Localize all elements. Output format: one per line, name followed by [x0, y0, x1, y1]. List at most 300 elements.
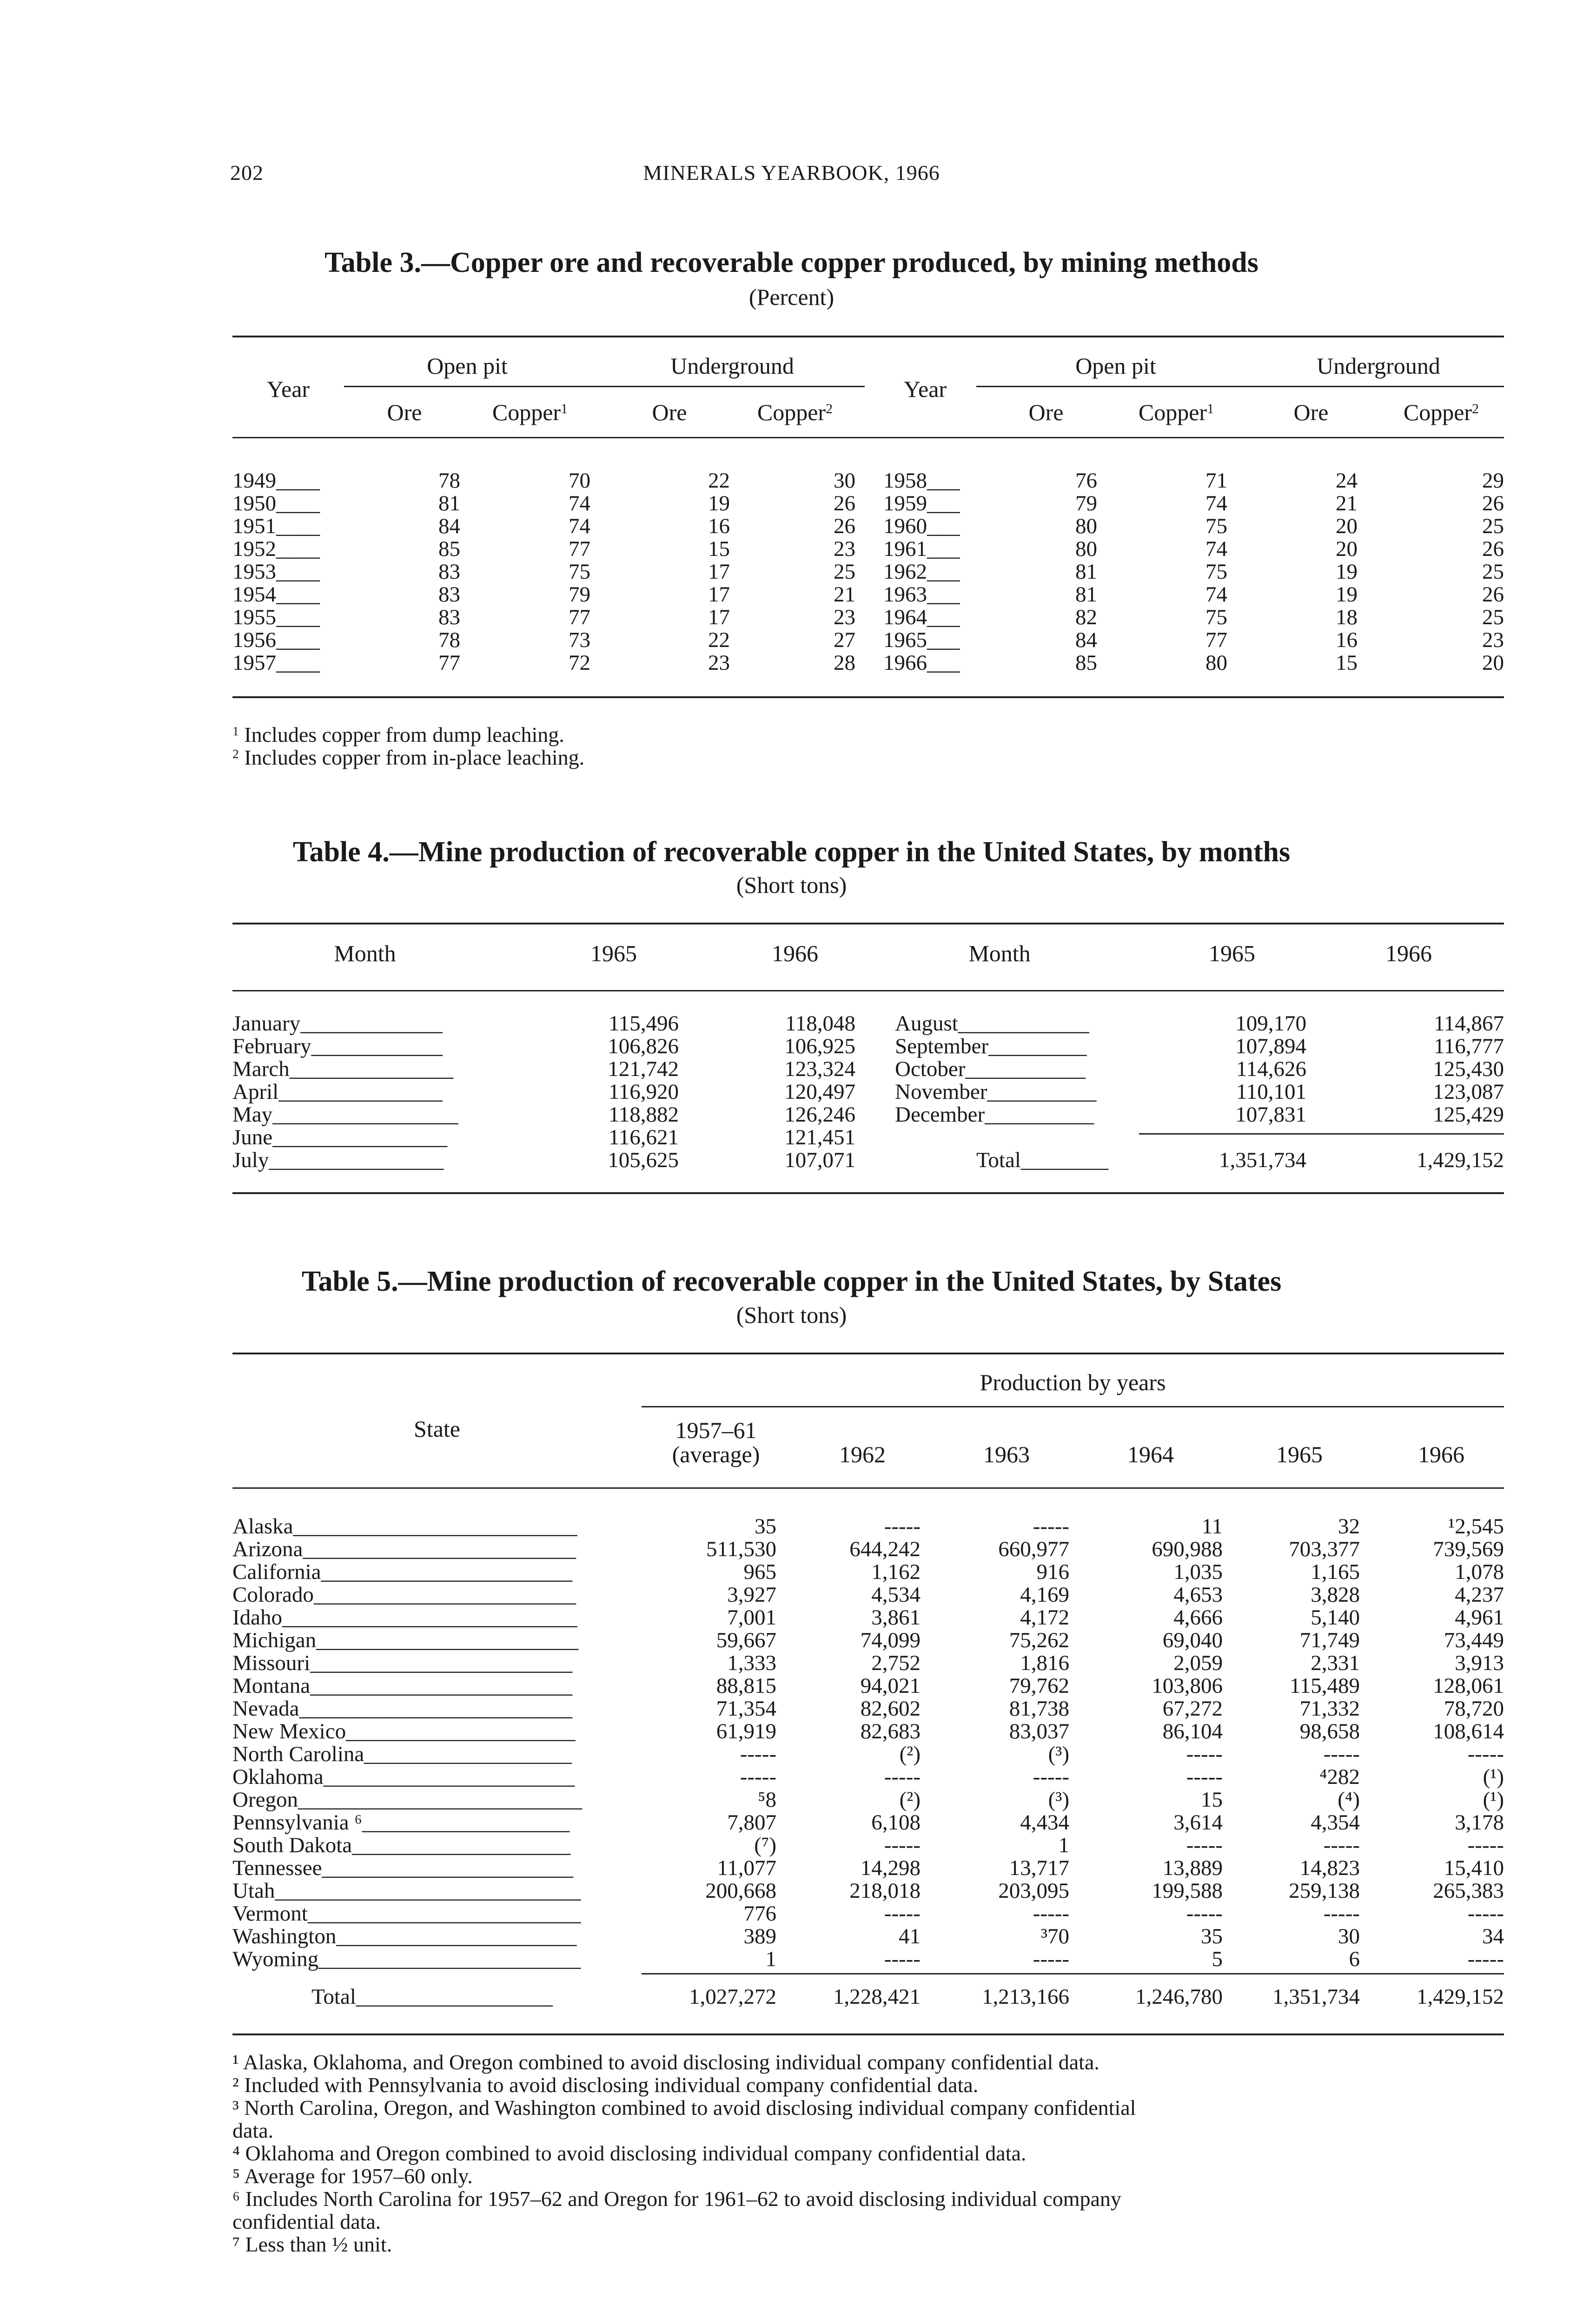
t4-1966-header-right: 1966	[1385, 940, 1432, 966]
t4-header-bottom-rule	[232, 990, 1504, 991]
table-cell: 1,035	[1173, 1560, 1223, 1584]
t5-footnotes	[232, 2051, 1504, 2256]
table-cell: ⁵ Average for 1957–60 only.	[232, 2164, 473, 2188]
table-cell: -----	[884, 1765, 921, 1789]
table-cell: Washington______________________	[232, 1924, 577, 1948]
t3-underground-header-right: Underground	[1317, 353, 1440, 379]
table-cell: 4,172	[1020, 1605, 1069, 1630]
table-cell: 118,882	[608, 1103, 679, 1127]
table-cell: 81,738	[1009, 1697, 1069, 1721]
t5-production-header: Production by years	[980, 1369, 1166, 1395]
table-cell: -----	[1467, 1901, 1504, 1926]
t5-header-bottom-rule	[232, 1487, 1504, 1489]
table-cell: 3,178	[1455, 1810, 1504, 1835]
table-cell: 73	[569, 628, 590, 652]
table-cell: 1958___	[883, 469, 960, 493]
table-cell: 19	[708, 491, 730, 515]
table-cell: 82	[1075, 605, 1097, 629]
table-cell: 32	[1338, 1514, 1360, 1538]
t3-header-bottom-rule	[232, 437, 1504, 438]
table-cell: 75	[1205, 605, 1227, 629]
table-cell: 82,683	[860, 1719, 921, 1743]
table-cell: 17	[708, 582, 730, 607]
table-cell: 94,021	[860, 1674, 921, 1698]
table-cell: 35	[1201, 1924, 1223, 1948]
table-cell: 22	[708, 469, 730, 493]
table-cell: 15	[1336, 651, 1358, 675]
table-cell: 79,762	[1009, 1674, 1069, 1698]
t5-total: 1,228,421	[833, 1985, 921, 2009]
table-cell: 84	[438, 514, 460, 538]
table-cell: North Carolina___________________	[232, 1742, 572, 1766]
table-cell: 1959___	[883, 491, 960, 515]
table-cell: 72	[569, 651, 590, 675]
t5-avg-header-2: (average)	[672, 1441, 760, 1467]
table-cell: 4,666	[1173, 1605, 1223, 1630]
t5-total: 1,213,166	[982, 1985, 1069, 2009]
table-cell: 107,831	[1235, 1103, 1306, 1127]
table-cell: October___________	[895, 1057, 1086, 1081]
t4-month-header-right: Month	[968, 940, 1031, 966]
table-cell: 27	[834, 628, 855, 652]
table-cell: 83,037	[1009, 1719, 1069, 1743]
table-cell: (²)	[899, 1788, 921, 1812]
table-cell: ⁴ Oklahoma and Oregon combined to avoid disclosing individual company confidential data.	[232, 2141, 1027, 2165]
table-cell: Idaho___________________________	[232, 1605, 577, 1630]
table-cell: 4,961	[1455, 1605, 1504, 1630]
table-cell: 1965___	[883, 628, 960, 652]
table-cell: 61,919	[716, 1719, 776, 1743]
table-cell: 109,170	[1235, 1011, 1306, 1036]
table-cell: (¹)	[1483, 1788, 1504, 1812]
table-cell: -----	[1467, 1947, 1504, 1971]
table-cell: data.	[232, 2119, 274, 2142]
table-cell: 116,777	[1433, 1034, 1504, 1058]
running-title: MINERALS YEARBOOK, 1966	[643, 161, 940, 185]
table-cell: 35	[755, 1514, 776, 1538]
table-cell: 110,101	[1236, 1080, 1306, 1104]
table-cell: 80	[1205, 651, 1227, 675]
table-cell: 116,621	[608, 1125, 679, 1149]
t3-subheader-rule-right	[976, 386, 1504, 387]
table-cell: Montana________________________	[232, 1674, 573, 1698]
table-cell: 199,588	[1152, 1879, 1223, 1903]
t4-total-label: Total________	[976, 1148, 1108, 1172]
table-cell: 21	[1336, 491, 1358, 515]
t5-total-label: Total__________________	[311, 1985, 553, 2009]
table-cell: 81	[1075, 560, 1097, 584]
table-cell: 2,059	[1173, 1651, 1223, 1675]
table-cell: 78,720	[1444, 1697, 1504, 1721]
table-cell: Utah____________________________	[232, 1879, 581, 1903]
t3-copper1-header: Copper$^1$	[492, 399, 568, 425]
t4-total-rule	[1139, 1133, 1504, 1135]
table-cell: Oregon__________________________	[232, 1788, 582, 1812]
t4-right-1965	[1195, 1012, 1306, 1126]
table-cell: 4,434	[1020, 1810, 1069, 1835]
table-cell: 79	[1075, 491, 1097, 515]
table-cell: 114,626	[1236, 1057, 1306, 1081]
table-cell: 88,815	[716, 1674, 776, 1698]
table-cell: 1953____	[232, 560, 320, 584]
table-cell: -----	[1033, 1514, 1069, 1538]
table-cell: Pennsylvania ⁶___________________	[232, 1810, 570, 1835]
table-cell: -----	[1323, 1901, 1360, 1926]
table-cell: 15,410	[1444, 1856, 1504, 1880]
table-cell: 21	[834, 582, 855, 607]
table-cell: 67,272	[1162, 1697, 1223, 1721]
t3-right-ug-cu	[1439, 469, 1504, 674]
t3-year-header-left: Year	[266, 376, 310, 402]
table-cell: 1,333	[727, 1651, 776, 1675]
table-3-unit: (Percent)	[748, 284, 835, 310]
t5-year-header: 1964	[1127, 1441, 1174, 1467]
t3-left-op-cu	[525, 469, 590, 674]
t4-1966-header-left: 1966	[772, 940, 818, 966]
table-cell: 83	[438, 560, 460, 584]
table-cell: -----	[1186, 1901, 1223, 1926]
t4-left-1966	[753, 1012, 855, 1172]
table-cell: 389	[743, 1924, 776, 1948]
table-cell: 11	[1201, 1514, 1223, 1538]
table-cell: 14,298	[860, 1856, 921, 1880]
table-cell: 125,430	[1433, 1057, 1504, 1081]
table-cell: 120,497	[784, 1080, 855, 1104]
table-cell: 29	[1482, 469, 1504, 493]
t5-total: 1,246,780	[1135, 1985, 1223, 2009]
t5-avg-header-1: 1957–61	[675, 1417, 757, 1443]
table-5-bottom-rule	[232, 2034, 1504, 2035]
t4-left-1965	[576, 1012, 679, 1172]
t5-avg-5761	[669, 1515, 776, 1971]
table-cell: 125,429	[1433, 1103, 1504, 1127]
table-cell: 1,816	[1020, 1651, 1069, 1675]
table-cell: 23	[1482, 628, 1504, 652]
t3-years-right	[883, 469, 986, 674]
table-cell: 26	[1482, 491, 1504, 515]
table-cell: 200,668	[705, 1879, 776, 1903]
t5-1962	[814, 1515, 921, 1971]
t3-ore-header: Ore	[1293, 399, 1329, 425]
table-cell: 703,377	[1289, 1537, 1360, 1561]
table-cell: 74	[1205, 537, 1227, 561]
t3-right-ug-ore	[1292, 469, 1358, 674]
t5-year-header: 1963	[983, 1441, 1030, 1467]
table-cell: 108,614	[1433, 1719, 1504, 1743]
table-3-top-rule	[232, 336, 1504, 337]
table-cell: 1952____	[232, 537, 320, 561]
table-cell: 1955____	[232, 605, 320, 629]
table-cell: 7,001	[727, 1605, 776, 1630]
table-cell: 1,165	[1311, 1560, 1360, 1584]
t3-ore-header: Ore	[652, 399, 687, 425]
table-cell: 1966___	[883, 651, 960, 675]
table-cell: 114,867	[1433, 1011, 1504, 1036]
table-cell: Wyoming________________________	[232, 1947, 581, 1971]
table-cell: 24	[1336, 469, 1358, 493]
table-cell: 78	[438, 469, 460, 493]
table-cell: April_______________	[232, 1080, 443, 1104]
table-cell: 71,749	[1299, 1628, 1360, 1652]
table-cell: 690,988	[1152, 1537, 1223, 1561]
t3-open-pit-header-left: Open pit	[427, 353, 508, 379]
table-cell: 77	[438, 651, 460, 675]
table-cell: 20	[1336, 514, 1358, 538]
table-cell: ¹ Alaska, Oklahoma, and Oregon combined to avoid disclosing individual company confidential data.	[232, 2050, 1099, 2074]
table-cell: -----	[740, 1742, 776, 1766]
table-cell: 71,332	[1299, 1697, 1360, 1721]
table-cell: 41	[899, 1924, 921, 1948]
table-cell: 3,927	[727, 1583, 776, 1607]
table-cell: 74,099	[860, 1628, 921, 1652]
t4-1965-header-left: 1965	[590, 940, 637, 966]
table-cell: 121,451	[784, 1125, 855, 1149]
table-cell: (⁴)	[1338, 1788, 1360, 1812]
table-cell: -----	[1033, 1947, 1069, 1971]
t5-states	[232, 1515, 642, 1971]
table-cell: 5	[1212, 1947, 1223, 1971]
table-cell: 1950____	[232, 491, 320, 515]
table-cell: 25	[834, 560, 855, 584]
table-cell: 28	[834, 651, 855, 675]
table-cell: 30	[834, 469, 855, 493]
table-cell: -----	[1323, 1742, 1360, 1766]
table-cell: 74	[569, 514, 590, 538]
table-cell: 4,534	[871, 1583, 921, 1607]
table-cell: 123,087	[1433, 1080, 1504, 1104]
table-cell: (⁷)	[754, 1833, 776, 1857]
t3-year-header-right: Year	[903, 376, 947, 402]
table-cell: 78	[438, 628, 460, 652]
t5-1966	[1397, 1515, 1504, 1971]
t5-year-header: 1966	[1418, 1441, 1464, 1467]
table-cell: 22	[708, 628, 730, 652]
table-cell: August____________	[895, 1011, 1089, 1036]
table-cell: South Dakota____________________	[232, 1833, 571, 1857]
table-cell: Michigan________________________	[232, 1628, 579, 1652]
page-number: 202	[230, 161, 264, 185]
table-cell: 3,861	[871, 1605, 921, 1630]
table-cell: 26	[1482, 537, 1504, 561]
table-4-unit: (Short tons)	[736, 872, 847, 898]
table-cell: 1951____	[232, 514, 320, 538]
table-cell: 26	[1482, 582, 1504, 607]
table-cell: 69,040	[1162, 1628, 1223, 1652]
t5-1963	[962, 1515, 1069, 1971]
table-cell: ³70	[1040, 1924, 1069, 1948]
t3-copper2-header: Copper$^2$	[1403, 399, 1479, 425]
table-cell: 77	[569, 605, 590, 629]
t3-ore-header: Ore	[387, 399, 422, 425]
table-cell: 1964___	[883, 605, 960, 629]
table-cell: 13,717	[1009, 1856, 1069, 1880]
t5-year-header: 1962	[839, 1441, 886, 1467]
table-cell: -----	[884, 1901, 921, 1926]
table-cell: 4,653	[1173, 1583, 1223, 1607]
table-cell: Oklahoma_______________________	[232, 1765, 575, 1789]
table-cell: 126,246	[784, 1103, 855, 1127]
table-cell: 23	[834, 605, 855, 629]
table-cell: 1	[1058, 1833, 1069, 1857]
table-cell: 265,383	[1433, 1879, 1504, 1903]
table-cell: -----	[1186, 1833, 1223, 1857]
table-cell: 16	[1336, 628, 1358, 652]
table-cell: 59,667	[716, 1628, 776, 1652]
table-cell: 77	[569, 537, 590, 561]
table-cell: 106,925	[784, 1034, 855, 1058]
table-cell: 739,569	[1433, 1537, 1504, 1561]
table-cell: 75	[1205, 514, 1227, 538]
table-cell: 105,625	[608, 1148, 679, 1172]
table-cell: January_____________	[232, 1011, 443, 1036]
table-cell: 20	[1482, 651, 1504, 675]
t5-total-rule	[642, 1973, 1504, 1974]
table-cell: 660,977	[998, 1537, 1069, 1561]
table-cell: 74	[1205, 582, 1227, 607]
table-cell: 14,823	[1299, 1856, 1360, 1880]
t3-copper1-header: Copper$^1$	[1138, 399, 1214, 425]
table-cell: -----	[1186, 1742, 1223, 1766]
t3-years-left	[232, 469, 344, 674]
table-cell: confidential data.	[232, 2210, 381, 2233]
table-cell: 83	[438, 582, 460, 607]
table-cell: 25	[1482, 560, 1504, 584]
table-cell: Vermont_________________________	[232, 1901, 581, 1926]
table-cell: Colorado________________________	[232, 1583, 576, 1607]
t3-left-ug-cu	[790, 469, 855, 674]
table-cell: July________________	[232, 1148, 444, 1172]
table-cell: 1949____	[232, 469, 320, 493]
table-4-bottom-rule	[232, 1192, 1504, 1194]
table-cell: 4,237	[1455, 1583, 1504, 1607]
t3-copper2-header: Copper$^2$	[757, 399, 833, 425]
table-cell: -----	[1186, 1765, 1223, 1789]
table-cell: 85	[1075, 651, 1097, 675]
table-cell: 25	[1482, 605, 1504, 629]
table-cell: 106,826	[608, 1034, 679, 1058]
table-cell: 19	[1336, 582, 1358, 607]
table-cell: 123,324	[784, 1057, 855, 1081]
table-cell: 74	[1205, 491, 1227, 515]
table-cell: (¹)	[1483, 1765, 1504, 1789]
table-4-top-rule	[232, 923, 1504, 924]
t3-right-op-ore	[1032, 469, 1097, 674]
table-cell: 84	[1075, 628, 1097, 652]
table-cell: -----	[1467, 1833, 1504, 1857]
table-cell: May_________________	[232, 1103, 458, 1127]
table-cell: 776	[743, 1901, 776, 1926]
table-cell: Missouri________________________	[232, 1651, 573, 1675]
table-cell: 25	[1482, 514, 1504, 538]
table-cell: March_______________	[232, 1057, 454, 1081]
table-cell: -----	[1467, 1742, 1504, 1766]
table-cell: ⁶ Includes North Carolina for 1957–62 and Oregon for 1961–62 to avoid disclosing individual company	[232, 2187, 1121, 2211]
table-cell: 23	[708, 651, 730, 675]
table-cell: ² Included with Pennsylvania to avoid disclosing individual company confidential data.	[232, 2073, 979, 2097]
table-cell: 15	[1201, 1788, 1223, 1812]
table-cell: 1956____	[232, 628, 320, 652]
table-cell: 11,077	[717, 1856, 776, 1880]
table-cell: 1,078	[1455, 1560, 1504, 1584]
table-cell: California_______________________	[232, 1560, 573, 1584]
table-cell: Alaska__________________________	[232, 1514, 577, 1538]
table-cell: 79	[569, 582, 590, 607]
table-cell: 26	[834, 514, 855, 538]
table-cell: 80	[1075, 514, 1097, 538]
t3-left-op-ore	[395, 469, 460, 674]
table-cell: 17	[708, 605, 730, 629]
table-cell: 3,614	[1173, 1810, 1223, 1835]
table-cell: (²)	[899, 1742, 921, 1766]
table-cell: 17	[708, 560, 730, 584]
table-cell: 3,828	[1311, 1583, 1360, 1607]
table-cell: 71,354	[716, 1697, 776, 1721]
t4-total-1966: 1,429,152	[1417, 1148, 1504, 1172]
table-cell: 76	[1075, 469, 1097, 493]
table-cell: 83	[438, 605, 460, 629]
table-cell: 1961___	[883, 537, 960, 561]
table-cell: 4,169	[1020, 1583, 1069, 1607]
table-cell: 7,807	[727, 1810, 776, 1835]
t4-total-1965: 1,351,734	[1219, 1148, 1306, 1172]
table-cell: New Mexico_____________________	[232, 1719, 576, 1743]
table-cell: 30	[1338, 1924, 1360, 1948]
table-cell: 13,889	[1162, 1856, 1223, 1880]
table-cell: 81	[1075, 582, 1097, 607]
table-cell: 16	[708, 514, 730, 538]
table-cell: 1957____	[232, 651, 320, 675]
table-cell: 1963___	[883, 582, 960, 607]
table-cell: 2,752	[871, 1651, 921, 1675]
table-4-title: Table 4.—Mine production of recoverable copper in the United States, by months	[292, 836, 1291, 868]
table-cell: 6,108	[871, 1810, 921, 1835]
table-cell: 20	[1336, 537, 1358, 561]
t4-1965-header-right: 1965	[1209, 940, 1255, 966]
table-cell: 3,913	[1455, 1651, 1504, 1675]
table-cell: 70	[569, 469, 590, 493]
t5-total: 1,351,734	[1272, 1985, 1360, 2009]
table-cell: 1	[765, 1947, 776, 1971]
t3-subheader-rule-left	[344, 386, 865, 387]
table-cell: 115,489	[1289, 1674, 1360, 1698]
table-3-bottom-rule	[232, 696, 1504, 698]
table-cell: 103,806	[1152, 1674, 1223, 1698]
table-cell: 644,242	[849, 1537, 921, 1561]
table-cell: (³)	[1048, 1742, 1069, 1766]
table-cell: 85	[438, 537, 460, 561]
table-cell: -----	[740, 1765, 776, 1789]
table-cell: -----	[1323, 1833, 1360, 1857]
table-cell: 80	[1075, 537, 1097, 561]
table-cell: 5,140	[1311, 1605, 1360, 1630]
table-cell: 1962___	[883, 560, 960, 584]
t5-total: 1,429,152	[1417, 1985, 1504, 2009]
table-cell: -----	[884, 1947, 921, 1971]
t5-state-header: State	[414, 1416, 460, 1442]
t3-underground-header-left: Underground	[670, 353, 794, 379]
table-cell: 74	[569, 491, 590, 515]
table-cell: Tennessee_______________________	[232, 1856, 573, 1880]
t5-total: 1,027,272	[689, 1985, 776, 2009]
table-cell: 73,449	[1444, 1628, 1504, 1652]
table-cell: February____________	[232, 1034, 443, 1058]
table-cell: 115,496	[608, 1011, 679, 1036]
table-cell: 15	[708, 537, 730, 561]
table-cell: 118,048	[785, 1011, 855, 1036]
table-cell: 916	[1036, 1560, 1069, 1584]
t3-ore-header: Ore	[1028, 399, 1064, 425]
table-5-top-rule	[232, 1353, 1504, 1354]
